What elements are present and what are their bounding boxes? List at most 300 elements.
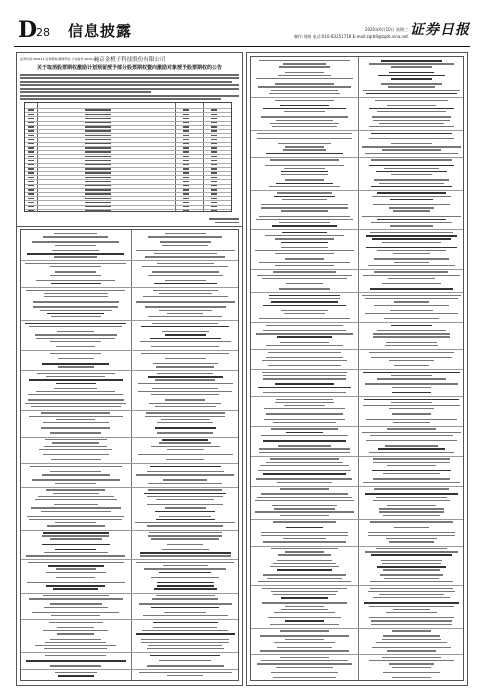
table-cell [85, 172, 111, 174]
form-row-divider [251, 97, 463, 98]
form-text-line [47, 525, 105, 526]
form-text-line [151, 607, 219, 609]
form-row-divider [21, 530, 238, 531]
form-text-line [30, 466, 122, 467]
form-text-line [281, 609, 329, 610]
form-text-line [33, 306, 118, 307]
form-text-line [48, 565, 104, 567]
form-text-line [283, 538, 327, 539]
form-text-line [47, 313, 104, 315]
form-text-line [384, 578, 439, 579]
form-text-line [366, 440, 458, 441]
form-text-line [141, 642, 229, 643]
table-cell [85, 198, 111, 200]
form-text-line [153, 622, 218, 624]
form-text-line [256, 478, 352, 479]
form-text-line [280, 342, 329, 343]
form-text-line [371, 620, 453, 621]
form-text-line [270, 123, 338, 124]
form-text-line [362, 295, 461, 296]
form-text-line [261, 535, 348, 536]
form-text-line [282, 199, 326, 200]
form-row-divider [21, 669, 238, 670]
form-text-line [280, 657, 329, 658]
form-text-line [46, 376, 105, 377]
form-row-divider [21, 287, 238, 288]
form-text-line [152, 598, 218, 599]
table-cell [183, 135, 189, 137]
table-cell [85, 130, 111, 132]
form-text-line [281, 174, 327, 175]
table-cell [85, 147, 111, 149]
form-text-line [275, 383, 335, 385]
form-text-line [147, 525, 223, 526]
form-row-divider [251, 426, 463, 427]
form-text-line [285, 551, 323, 552]
form-text-line [373, 462, 451, 463]
form-text-line [371, 159, 452, 160]
table-row [25, 179, 231, 180]
table-row [25, 192, 231, 193]
form-text-line [261, 435, 348, 436]
table-cell [85, 164, 111, 166]
form-text-line [275, 265, 334, 266]
date-line: 2020年6月10日 星期三 [364, 27, 408, 32]
form-text-line [165, 334, 206, 336]
table-cell [211, 181, 217, 183]
form-text-line [32, 241, 119, 242]
form-text-line [390, 199, 432, 201]
form-text-line [32, 612, 119, 613]
form-text-line [270, 458, 338, 459]
form-row-divider [251, 292, 463, 293]
form-text-line [369, 452, 454, 453]
form-row-divider [251, 546, 463, 547]
form-text-line [374, 179, 450, 180]
form-text-line [53, 588, 98, 590]
form-text-line [270, 566, 338, 567]
form-text-line [268, 617, 341, 618]
table-cell [85, 118, 111, 120]
form-row-divider [21, 487, 238, 488]
form-text-line [368, 591, 455, 592]
form-text-line [159, 293, 212, 294]
form-row-divider [251, 396, 463, 397]
form-text-line [377, 250, 446, 251]
form-column-divider [131, 230, 132, 680]
form-text-line [55, 672, 97, 673]
form-text-line [167, 449, 204, 450]
form-text-line [43, 236, 108, 237]
form-row-divider [251, 654, 463, 655]
form-text-line [52, 442, 99, 443]
form-row-divider [251, 269, 463, 270]
form-text-line [387, 505, 435, 506]
form-text-line [147, 648, 224, 649]
form-text-line [257, 138, 353, 139]
form-text-line [384, 168, 439, 169]
form-text-line [153, 363, 218, 364]
form-text-line [37, 373, 115, 374]
form-text-line [148, 489, 222, 490]
form-text-line [261, 532, 348, 533]
form-text-line [41, 412, 110, 413]
table-cell [211, 156, 217, 158]
form-text-line [256, 219, 352, 220]
table-cell [28, 160, 34, 162]
table-cell [183, 177, 189, 179]
form-text-line [389, 663, 434, 664]
form-text-line [26, 660, 126, 662]
form-row-divider [251, 456, 463, 457]
form-text-line [52, 250, 99, 251]
form-text-line [365, 298, 457, 299]
form-text-line [263, 378, 346, 379]
form-row-divider [251, 322, 463, 323]
form-text-line [363, 482, 460, 483]
form-text-line [274, 196, 334, 198]
form-text-line [256, 78, 353, 79]
form-text-line [389, 72, 433, 74]
signature-block [209, 218, 239, 225]
form-text-line [285, 620, 323, 622]
table-row [25, 142, 231, 143]
form-text-line [148, 645, 222, 646]
form-text-line [36, 338, 115, 339]
form-text-line [370, 232, 453, 233]
form-text-line [385, 345, 438, 346]
stock-code-line: 证券代码:300113 证券简称:顺网科技 公告编号:2020-064 [20, 57, 99, 61]
page-header [14, 18, 470, 48]
form-text-line [149, 403, 221, 404]
form-text-line [382, 283, 442, 284]
form-text-line [273, 677, 335, 678]
table-cell [85, 193, 111, 195]
form-text-line [285, 639, 324, 640]
table-cell [183, 118, 189, 120]
form-text-line [136, 474, 234, 475]
form-text-line [266, 462, 343, 463]
form-text-line [257, 663, 353, 664]
form-text-line [391, 375, 433, 376]
form-text-line [387, 465, 436, 466]
announcement-divider [16, 226, 243, 227]
form-text-line [50, 639, 101, 640]
form-text-line [151, 346, 219, 347]
form-text-line [258, 387, 351, 389]
table-row [25, 188, 231, 189]
table-cell [183, 206, 189, 208]
form-text-line [270, 159, 339, 160]
form-text-line [42, 474, 110, 475]
table-cell [85, 109, 111, 111]
form-text-line [46, 585, 105, 587]
table-cell [211, 114, 217, 116]
form-text-line [43, 595, 109, 596]
form-text-line [387, 650, 436, 651]
form-text-line [383, 515, 439, 516]
form-text-line [278, 445, 330, 446]
form-text-line [371, 357, 451, 358]
form-text-line [148, 275, 223, 276]
form-text-line [279, 288, 330, 289]
table-cell [85, 139, 111, 141]
form-text-line [162, 549, 209, 550]
form-text-line [150, 466, 221, 468]
form-text-line [366, 235, 457, 237]
form-text-line [371, 624, 452, 625]
form-text-line [277, 192, 331, 193]
form-text-line [26, 555, 125, 556]
form-text-line [275, 253, 334, 254]
form-text-line [370, 288, 452, 290]
form-row-divider [251, 229, 463, 230]
form-text-line [272, 126, 338, 127]
table-row [25, 112, 231, 113]
form-text-line [141, 353, 229, 354]
form-text-line [270, 624, 338, 625]
form-text-line [58, 366, 94, 367]
form-text-line [277, 569, 331, 571]
form-text-line [373, 458, 449, 459]
table-cell [183, 139, 189, 141]
form-text-line [373, 500, 450, 501]
form-row-divider [21, 370, 238, 371]
form-text-line [138, 454, 233, 455]
form-text-line [148, 316, 222, 317]
form-text-line [268, 365, 341, 366]
form-text-line [381, 60, 442, 62]
form-text-line [378, 75, 444, 77]
form-text-line [261, 116, 347, 117]
form-text-line [280, 488, 330, 489]
form-text-line [150, 338, 221, 340]
form-text-line [42, 544, 110, 546]
form-text-line [282, 232, 327, 234]
form-text-line [391, 402, 432, 403]
form-text-line [380, 574, 443, 575]
form-text-line [259, 216, 350, 217]
form-text-line [50, 471, 101, 472]
form-text-line [167, 675, 203, 676]
form-text-line [261, 207, 348, 208]
form-text-line [147, 504, 223, 505]
table-cell [28, 181, 34, 183]
form-text-line [32, 479, 120, 480]
form-text-line [49, 622, 103, 623]
form-text-line [167, 313, 203, 314]
form-text-line [27, 582, 125, 583]
table-cell [183, 130, 189, 132]
form-text-line [165, 507, 206, 508]
form-text-line [285, 72, 324, 73]
form-text-line [144, 493, 226, 495]
table-cell [183, 202, 189, 204]
form-text-line [273, 521, 336, 522]
form-text-line [394, 527, 429, 528]
form-text-line [29, 326, 122, 327]
form-text-line [386, 538, 436, 539]
form-text-line [286, 283, 323, 284]
form-text-line [378, 448, 444, 450]
section-title: 信息披露 [68, 22, 133, 40]
form-text-line [27, 516, 124, 517]
form-text-line [377, 378, 446, 379]
form-text-line [159, 660, 211, 661]
form-text-line [35, 334, 117, 335]
form-text-line [285, 258, 324, 259]
page-letter: D [18, 17, 38, 43]
form-text-line [362, 432, 461, 433]
table-cell [183, 168, 189, 170]
table-row [25, 158, 231, 159]
table-cell [211, 164, 217, 166]
form-text-line [373, 597, 450, 598]
form-text-line [365, 493, 458, 495]
table-cell [28, 164, 34, 166]
form-text-line [281, 242, 329, 244]
form-text-line [266, 357, 343, 358]
form-text-line [140, 555, 231, 556]
form-text-line [50, 275, 101, 276]
form-text-line [368, 265, 455, 266]
form-text-line [389, 408, 433, 409]
table-cell [85, 122, 111, 124]
form-text-line [41, 511, 111, 512]
form-text-line [43, 532, 109, 534]
form-text-line [383, 635, 440, 636]
table-row [25, 121, 231, 122]
table-row [25, 171, 231, 172]
table-cell [183, 156, 189, 158]
form-text-line [28, 562, 124, 563]
form-text-line [31, 507, 121, 508]
form-text-line [393, 253, 430, 254]
form-text-line [257, 497, 353, 498]
form-text-line [50, 432, 101, 433]
form-text-line [281, 247, 328, 248]
form-text-line [57, 633, 94, 634]
table-cell [183, 198, 189, 200]
form-text-line [51, 459, 101, 460]
table-cell [211, 206, 217, 208]
table-cell [28, 130, 34, 132]
form-text-line [390, 310, 433, 311]
form-text-line [281, 171, 328, 173]
form-row-divider [251, 585, 463, 586]
form-text-line [386, 342, 438, 343]
form-text-line [392, 677, 430, 678]
form-text-line [394, 262, 429, 263]
form-text-line [387, 105, 437, 106]
form-text-line [262, 372, 348, 373]
form-text-line [275, 402, 334, 403]
form-text-line [145, 306, 226, 307]
form-text-line [262, 278, 347, 279]
table-cell [28, 172, 34, 174]
form-text-line [257, 133, 351, 134]
form-text-line [377, 111, 447, 112]
table-cell [183, 210, 189, 212]
form-text-line [286, 432, 323, 434]
table-row [25, 116, 231, 117]
form-text-line [274, 508, 335, 509]
table-cell [28, 118, 34, 120]
form-text-line [145, 416, 225, 417]
form-text-line [159, 516, 211, 517]
table-cell [28, 168, 34, 170]
form-text-line [278, 143, 330, 144]
form-text-line [266, 325, 342, 326]
form-text-line [377, 192, 446, 194]
form-text-line [371, 554, 452, 556]
form-text-line [266, 153, 343, 155]
form-text-line [25, 323, 126, 325]
form-text-line [43, 630, 108, 631]
table-cell [85, 114, 111, 116]
form-text-line [273, 563, 336, 564]
form-row-divider [21, 260, 238, 261]
form-text-line [382, 639, 441, 640]
form-text-line [370, 521, 454, 522]
table-cell [211, 118, 217, 120]
form-text-line [373, 336, 449, 337]
form-text-line [28, 394, 123, 395]
form-text-line [141, 326, 229, 328]
table-cell [183, 126, 189, 128]
form-text-line [392, 413, 432, 414]
form-text-line [143, 296, 228, 297]
form-text-line [280, 105, 330, 107]
form-text-line [372, 647, 450, 648]
form-text-line [379, 594, 444, 595]
table-row [25, 163, 231, 164]
form-text-line [369, 165, 453, 167]
form-text-line [43, 454, 109, 455]
form-text-line [165, 358, 206, 359]
form-text-line [165, 280, 206, 281]
form-text-line [135, 522, 235, 523]
table-cell [211, 189, 217, 191]
form-text-line [152, 271, 219, 272]
form-text-line [156, 595, 215, 596]
table-cell [28, 109, 34, 111]
table-cell [211, 193, 217, 195]
disclosure-form-left [20, 229, 239, 681]
form-row-divider [21, 593, 238, 594]
table-cell [28, 198, 34, 200]
table-cell [28, 151, 34, 153]
form-text-line [54, 388, 97, 389]
table-row [25, 209, 231, 210]
table-cell [183, 164, 189, 166]
form-text-line [162, 245, 208, 246]
form-text-line [157, 582, 214, 584]
form-text-line [377, 219, 447, 221]
form-text-line [264, 419, 346, 420]
form-text-line [368, 532, 456, 533]
form-text-line [144, 568, 226, 569]
form-text-line [373, 204, 451, 205]
form-text-line [263, 330, 346, 331]
form-text-line [262, 360, 346, 361]
form-text-line [55, 522, 96, 523]
form-text-line [370, 581, 453, 582]
table-cell [28, 189, 34, 191]
form-text-line [155, 511, 215, 513]
form-text-line [29, 519, 122, 520]
table-cell [183, 122, 189, 124]
